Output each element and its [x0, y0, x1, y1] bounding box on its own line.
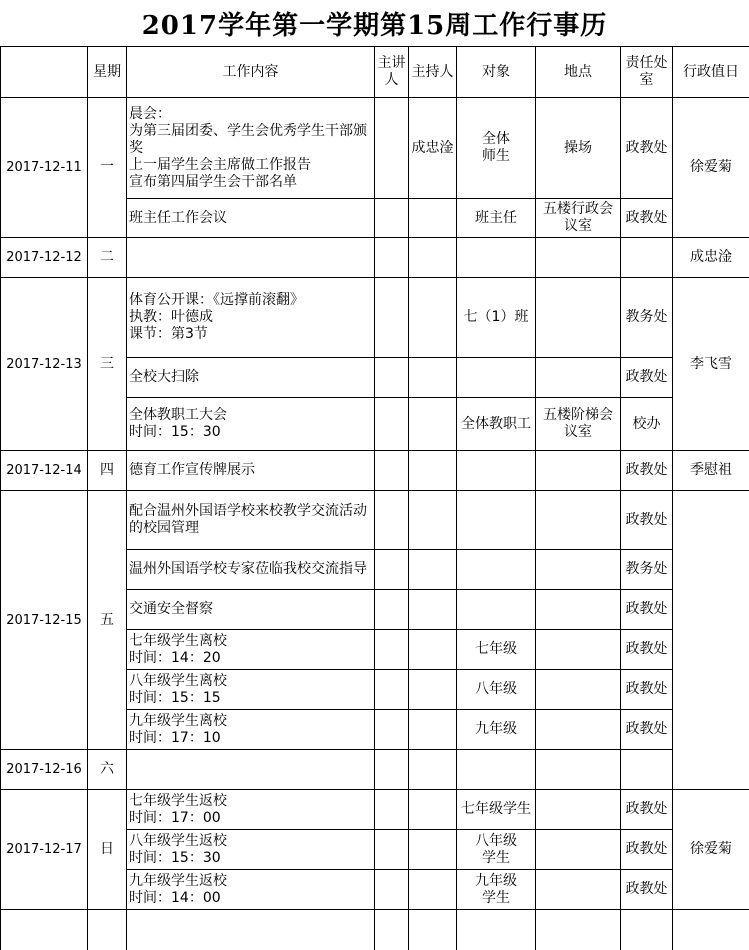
dept-cell: 教务处 — [621, 278, 673, 358]
speaker-cell — [375, 630, 409, 670]
target-cell — [457, 491, 536, 550]
speaker-cell — [375, 398, 409, 451]
empty-cell — [88, 910, 127, 950]
dept-cell: 政教处 — [621, 358, 673, 398]
place-cell — [536, 491, 621, 550]
target-cell — [457, 238, 536, 278]
place-cell — [536, 750, 621, 790]
empty-cell — [409, 910, 457, 950]
date-cell: 2017-12-12 — [1, 238, 88, 278]
duty-cell: 徐爱菊 — [673, 790, 749, 910]
content-cell: 全校大扫除 — [127, 358, 375, 398]
content-cell: 七年级学生离校 时间：14：20 — [127, 630, 375, 670]
speaker-cell — [375, 830, 409, 870]
empty-cell — [1, 910, 88, 950]
place-cell — [536, 358, 621, 398]
date-cell: 2017-12-14 — [1, 451, 88, 491]
target-cell: 八年级 — [457, 670, 536, 710]
host-cell — [409, 830, 457, 870]
host-cell — [409, 491, 457, 550]
content-cell: 晨会： 为第三届团委、学生会优秀学生干部颁奖 上一届学生会主席做工作报告 宣布第四届学生会干部名单 — [127, 98, 375, 199]
host-cell — [409, 790, 457, 830]
weekday-cell: 五 — [88, 491, 127, 750]
content-cell — [127, 238, 375, 278]
place-cell — [536, 710, 621, 750]
table-row — [1, 278, 749, 358]
content-cell: 班主任工作会议 — [127, 199, 375, 238]
duty-cell — [673, 491, 749, 790]
speaker-cell — [375, 550, 409, 590]
place-cell: 操场 — [536, 98, 621, 199]
content-cell: 八年级学生返校 时间：15：30 — [127, 830, 375, 870]
place-cell — [536, 278, 621, 358]
dept-cell — [621, 750, 673, 790]
host-cell: 成忠淦 — [409, 98, 457, 199]
empty-cell — [536, 910, 621, 950]
content-cell: 交通安全督察 — [127, 590, 375, 630]
target-cell: 九年级 学生 — [457, 870, 536, 910]
content-cell: 体育公开课：《远撑前滚翻》 执教：叶德成 课节：第3节 — [127, 278, 375, 358]
weekday-cell: 二 — [88, 238, 127, 278]
place-cell — [536, 830, 621, 870]
weekday-cell: 三 — [88, 278, 127, 451]
dept-cell — [621, 238, 673, 278]
host-cell — [409, 398, 457, 451]
place-cell: 五楼阶梯会议室 — [536, 398, 621, 451]
table-row — [1, 238, 749, 278]
content-cell: 德育工作宣传牌展示 — [127, 451, 375, 491]
dept-cell: 教务处 — [621, 550, 673, 590]
place-cell: 五楼行政会议室 — [536, 199, 621, 238]
table-row-empty — [1, 910, 749, 950]
place-cell — [536, 670, 621, 710]
place-cell — [536, 550, 621, 590]
host-cell — [409, 590, 457, 630]
dept-cell: 政教处 — [621, 630, 673, 670]
table-row — [1, 451, 749, 491]
speaker-cell — [375, 750, 409, 790]
speaker-cell — [375, 358, 409, 398]
place-cell — [536, 630, 621, 670]
host-cell — [409, 750, 457, 790]
header-weekday: 星期 — [88, 47, 127, 98]
speaker-cell — [375, 238, 409, 278]
header-speaker: 主讲人 — [375, 47, 409, 98]
table-row — [1, 790, 749, 830]
host-cell — [409, 451, 457, 491]
host-cell — [409, 710, 457, 750]
host-cell — [409, 630, 457, 670]
content-cell: 配合温州外国语学校来校教学交流活动的校园管理 — [127, 491, 375, 550]
target-cell: 九年级 — [457, 710, 536, 750]
schedule-table — [0, 46, 749, 950]
table-row — [1, 750, 749, 790]
dept-cell: 政教处 — [621, 870, 673, 910]
duty-cell: 成忠淦 — [673, 238, 749, 278]
speaker-cell — [375, 451, 409, 491]
duty-cell: 李飞雪 — [673, 278, 749, 451]
speaker-cell — [375, 670, 409, 710]
empty-cell — [673, 910, 749, 950]
date-cell: 2017-12-17 — [1, 790, 88, 910]
target-cell: 七年级学生 — [457, 790, 536, 830]
empty-cell — [621, 910, 673, 950]
speaker-cell — [375, 491, 409, 550]
empty-cell — [127, 910, 375, 950]
speaker-cell — [375, 790, 409, 830]
header-target: 对象 — [457, 47, 536, 98]
target-cell — [457, 451, 536, 491]
target-cell — [457, 590, 536, 630]
place-cell — [536, 238, 621, 278]
dept-cell: 政教处 — [621, 451, 673, 491]
host-cell — [409, 278, 457, 358]
dept-cell: 政教处 — [621, 830, 673, 870]
header-date-blank — [1, 47, 88, 98]
speaker-cell — [375, 870, 409, 910]
date-cell: 2017-12-13 — [1, 278, 88, 451]
content-cell: 全体教职工大会 时间：15：30 — [127, 398, 375, 451]
date-cell: 2017-12-11 — [1, 98, 88, 238]
dept-cell: 政教处 — [621, 590, 673, 630]
dept-cell: 政教处 — [621, 491, 673, 550]
place-cell — [536, 590, 621, 630]
host-cell — [409, 238, 457, 278]
content-cell: 九年级学生返校 时间：14：00 — [127, 870, 375, 910]
date-cell: 2017-12-16 — [1, 750, 88, 790]
dept-cell: 校办 — [621, 398, 673, 451]
duty-cell: 季慰祖 — [673, 451, 749, 491]
content-cell: 八年级学生离校 时间：15：15 — [127, 670, 375, 710]
target-cell: 全体 师生 — [457, 98, 536, 199]
place-cell — [536, 790, 621, 830]
empty-cell — [457, 910, 536, 950]
dept-cell: 政教处 — [621, 199, 673, 238]
speaker-cell — [375, 710, 409, 750]
speaker-cell — [375, 590, 409, 630]
content-cell: 温州外国语学校专家莅临我校交流指导 — [127, 550, 375, 590]
host-cell — [409, 550, 457, 590]
target-cell: 班主任 — [457, 199, 536, 238]
dept-cell: 政教处 — [621, 98, 673, 199]
host-cell — [409, 358, 457, 398]
host-cell — [409, 670, 457, 710]
header-duty: 行政值日 — [673, 47, 749, 98]
content-cell: 九年级学生离校 时间：17：10 — [127, 710, 375, 750]
duty-cell: 徐爱菊 — [673, 98, 749, 238]
speaker-cell — [375, 278, 409, 358]
target-cell: 八年级 学生 — [457, 830, 536, 870]
header-place: 地点 — [536, 47, 621, 98]
target-cell: 七（1）班 — [457, 278, 536, 358]
date-cell: 2017-12-15 — [1, 491, 88, 750]
content-cell — [127, 750, 375, 790]
header-content: 工作内容 — [127, 47, 375, 98]
dept-cell: 政教处 — [621, 670, 673, 710]
empty-cell — [375, 910, 409, 950]
table-row — [1, 491, 749, 550]
dept-cell: 政教处 — [621, 710, 673, 750]
weekday-cell: 日 — [88, 790, 127, 910]
weekday-cell: 四 — [88, 451, 127, 491]
content-cell: 七年级学生返校 时间：17：00 — [127, 790, 375, 830]
target-cell — [457, 358, 536, 398]
speaker-cell — [375, 199, 409, 238]
host-cell — [409, 199, 457, 238]
weekday-cell: 六 — [88, 750, 127, 790]
host-cell — [409, 870, 457, 910]
target-cell — [457, 550, 536, 590]
table-row — [1, 98, 749, 199]
header-dept: 责任处室 — [621, 47, 673, 98]
place-cell — [536, 451, 621, 491]
target-cell: 全体教职工 — [457, 398, 536, 451]
header-host: 主持人 — [409, 47, 457, 98]
page-title: 2017学年第一学期第15周工作行事历 — [0, 0, 749, 46]
place-cell — [536, 870, 621, 910]
target-cell — [457, 750, 536, 790]
dept-cell: 政教处 — [621, 790, 673, 830]
weekday-cell: 一 — [88, 98, 127, 238]
speaker-cell — [375, 98, 409, 199]
target-cell: 七年级 — [457, 630, 536, 670]
header-row — [1, 47, 749, 98]
